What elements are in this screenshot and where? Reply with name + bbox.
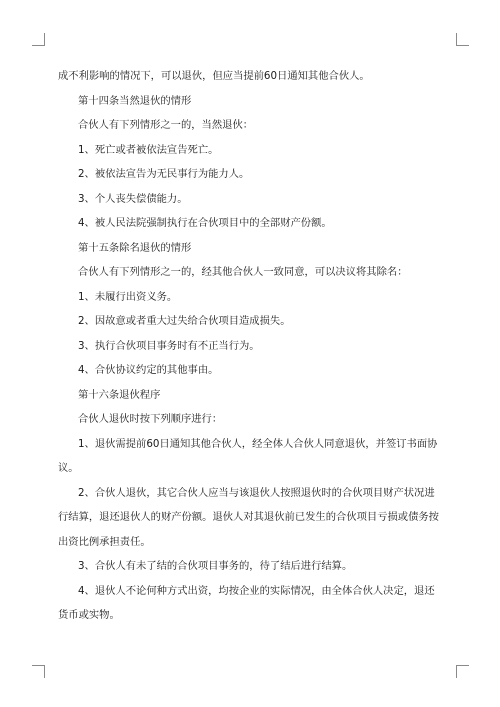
list-item: 2、被依法宣告为无民事行为能力人。 <box>78 168 250 180</box>
list-item: 4、退伙人不论何种方式出资，均按企业的实际情况，由全体合伙人决定，退还货币或实物。 <box>58 584 435 621</box>
list-item: 2、因故意或者重大过失给合伙项目造成损失。 <box>78 315 291 327</box>
crop-mark-bottom-left <box>32 665 45 678</box>
crop-mark-top-left <box>32 33 45 46</box>
list-item: 1、退伙需提前60日通知其他合伙人，经全体人合伙人同意退伙，并签订书面协议。 <box>58 437 438 474</box>
article-16-heading: 第十六条退伙程序 <box>78 388 161 401</box>
list-item: 3、个人丧失偿债能力。 <box>78 192 188 205</box>
list-item: 3、执行合伙项目事务时有不正当行为。 <box>78 339 260 352</box>
list-item: 2、合伙人退伙，其它合伙人应当与该退伙人按照退伙时的合伙项目财产状况进行结算，退还退伙人的财产份额。退伙人对其退伙前已发生的合伙项目亏损或债务按出资比例承担责任。 <box>58 486 439 548</box>
list-item: 1、未履行出资义务。 <box>78 290 178 303</box>
list-item: 1、死亡或者被依法宣告死亡。 <box>78 143 219 156</box>
paragraph-continuation: 成不利影响的情况下，可以退伙，但应当提前60日通知其他合伙人。 <box>58 70 370 82</box>
article-15-heading: 第十五条除名退伙的情形 <box>78 241 192 254</box>
paragraph: 合伙人退伙时按下列顺序进行： <box>78 413 223 425</box>
article-14-heading: 第十四条当然退伙的情形 <box>78 94 192 107</box>
crop-mark-bottom-right <box>456 665 469 678</box>
list-item: 4、被人民法院强制执行在合伙项目中的全部财产份额。 <box>78 217 332 229</box>
crop-mark-top-right <box>456 33 469 46</box>
document-body <box>58 64 443 628</box>
paragraph: 合伙人有下列情形之一的，经其他合伙人一致同意，可以决议将其除名： <box>78 266 408 278</box>
list-item: 3、合伙人有未了结的合伙项目事务的，待了结后进行结算。 <box>78 560 353 572</box>
paragraph: 合伙人有下列情形之一的，当然退伙： <box>78 119 254 131</box>
list-item: 4、合伙协议约定的其他事由。 <box>78 364 219 376</box>
